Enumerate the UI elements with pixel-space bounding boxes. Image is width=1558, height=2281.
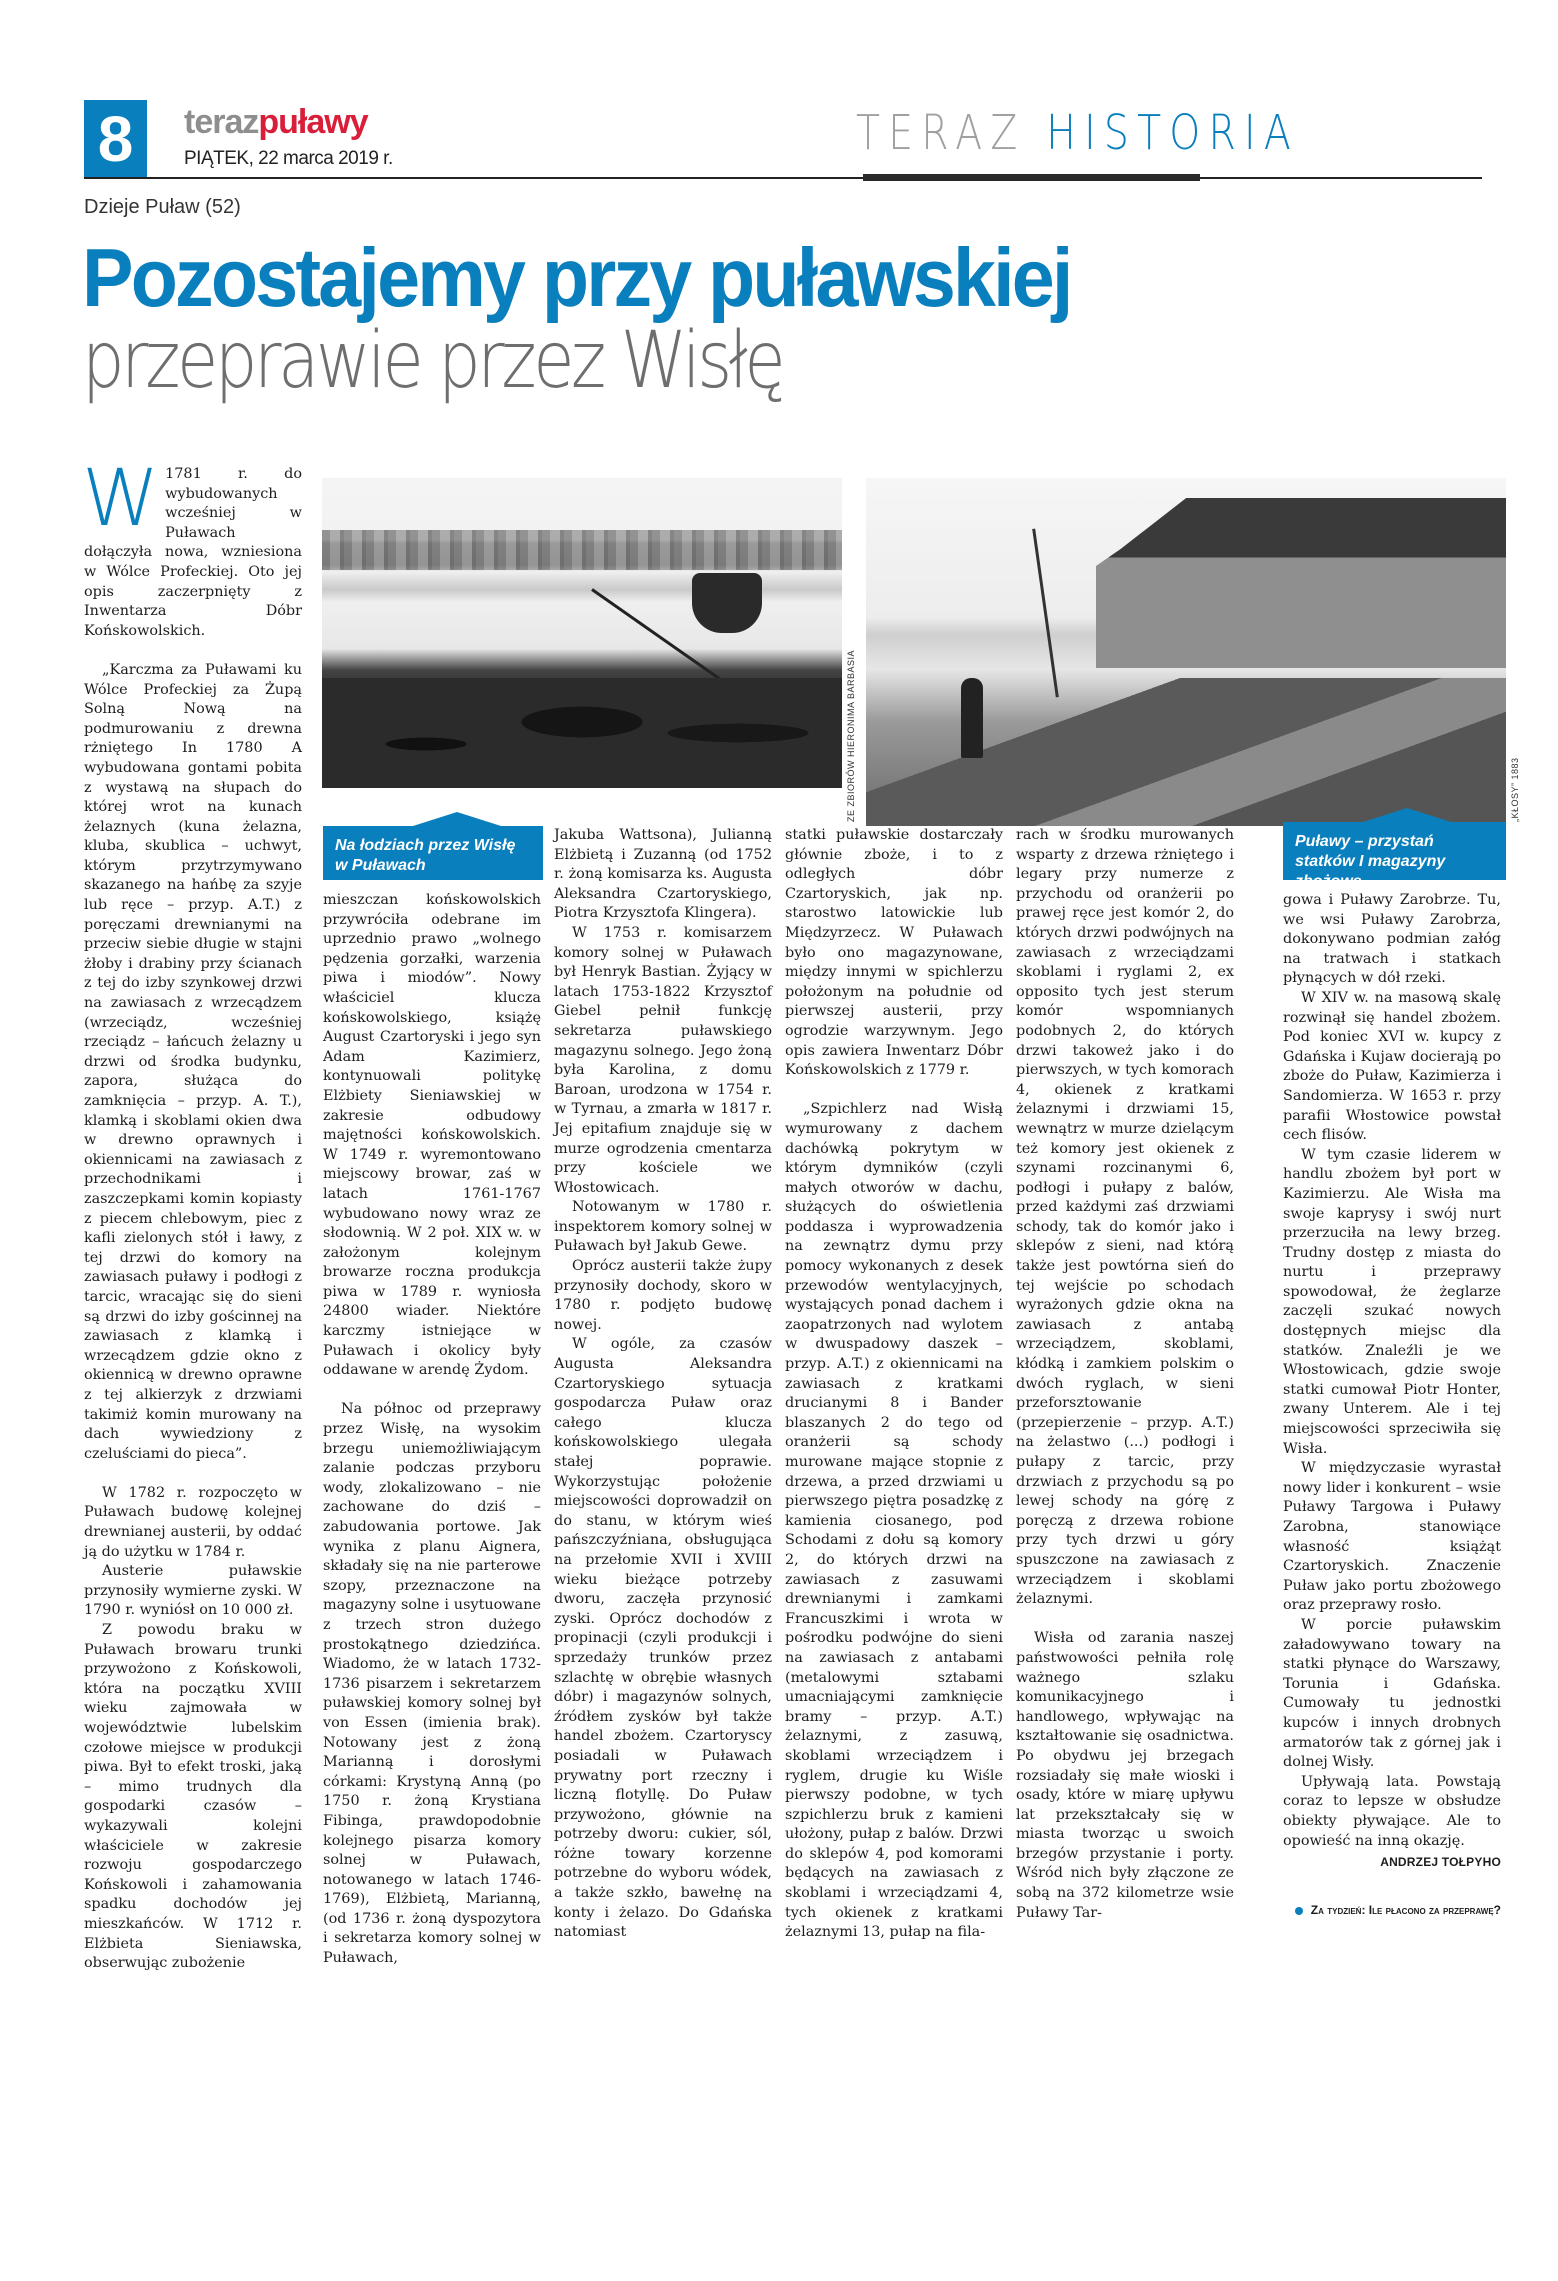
- paragraph: gowa i Puławy Zarobrze. Tu, we wsi Puławy Zarobrza, dokonywano podmian załóg na tratwach i statkach płynących w dół rzeki.: [1283, 892, 1501, 987]
- photo-credit-harbor: „KŁOSY” 1883: [1510, 757, 1520, 822]
- photo-credit-ferry: ZE ZBIORÓW HIERONIMA BARBASIA: [846, 649, 856, 822]
- logo-part-pulawy: puławy: [258, 103, 368, 141]
- granary-building-shape: [1096, 498, 1506, 668]
- paragraph: „Szpichlerz nad Wisłą wymurowany z dachem dachówką pokrytym w którym dymników (czyli małych otworów w dachu, służących do oświetlenia poddasza i wyprowadzenia na zewnątrz dymu przy pomocy wykonanych z desek przewodów wentylacyjnych, wystających ponad dachem i zaopatrzonych nad wylotem w dwuspadowy daszek – przyp. A.T.) z okiennicami na zawiasach z kratkami drucianymi 8 i Bander blaszanych 2 do tego od oranżerii są schody murowane mające stopnie z drzewa, a przed drzwiami u pierwszego piętra posadzkę z kamienia ciosanego, pod Schodami z dołu są komory 2, do których drzwi na zawiasach z zasuwami drewnianymi i zamkami Francuszkimi i wrota w pośrodku podwójne do sieni na zawiasach z antabami (metalowymi sztabami umacniającymi zamknięcie bramy – przyp. A.T.) żelaznymi, z zasuwą, skoblami wrzeciądzem i ryglem, drugie ku Wiśle pierwszy podobne, w tych szpichlerzu bruk z kamieni ułożony, pułap z balów. Drzwi do sklepów 4, pod komorami będących na zawiasach z skoblami i wrzeciądzami 4, tych okienek z kratkami żelaznymi 13, pułap na fila-: [785, 1101, 1003, 1941]
- paragraph: Notowanym w 1780 r. inspektorem komory solnej w Puławach był Jakub Gewe.: [554, 1199, 772, 1255]
- paragraph: W porcie puławskim załadowywano towary na statki płynące do Warszawy, Torunia i Gdańska. Cumowały tu jednostki kupców i innych drobnych armatorów tak z górnej jak i dolnej Wisły.: [1283, 1616, 1501, 1771]
- section-title-prefix: TERAZ: [856, 105, 1026, 161]
- paragraph: W międzyczasie wyrastał nowy lider i konkurent – wsie Puławy Targowa i Puławy Zarobna, stanowiące własność książąt Czartoryskich. Znaczenie Puław jako portu zbożowego oraz przeprawy rosło.: [1283, 1460, 1501, 1614]
- ship-mast-shape: [1032, 529, 1059, 698]
- photo-caption-harbor: Puławy – przystań statków I magazyny zbożowe: [1283, 822, 1506, 880]
- ferry-photo: [322, 478, 842, 788]
- article-column-4: [785, 826, 1003, 1943]
- series-kicker: Dzieje Puław (52): [84, 196, 241, 218]
- treeline-shape: [322, 530, 842, 570]
- paragraph: Oprócz austerii także żupy przynosiły dochody, skoro w 1780 r. podjęto budowę nowej.: [554, 1258, 772, 1333]
- section-title: [856, 105, 1299, 161]
- article-column-1: [82, 454, 302, 1974]
- lead-paragraph: 1781 r. do wybudowanych wcześniej w Puławach dołączyła nowa, wzniesiona w Wólce Profeckiej. Oto jej opis zaczerpnięty z Inwentarza Dóbr Końskowolskich.: [84, 466, 302, 639]
- author-byline: ANDRZEJ TOŁPYHO: [1380, 1855, 1501, 1870]
- issue-date: PIĄTEK, 22 marca 2019 r.: [184, 148, 393, 169]
- paragraph: statki puławskie dostarczały głównie zboże, i to z odległych dóbr Czartoryskich, jak np. starostwo latowickie lub Międzyrzecz. W Puławach było ono magazynowane, między innymi w spichlerzu położonym na południe od pierwszej austerii, przy ogrodzie warzywnym. Jego opis zawiera Inwentarz Dóbr Końskowolskich z 1779 r.: [785, 827, 1003, 1079]
- paragraph: Wisła od zarania naszej państwowości pełniła rolę ważnego szlaku komunikacyjnego i handlowego, wpływając na kształtowanie się osadnictwa. Po obydwu jej brzegach rozsiadały się małe wioski i osady, które w miarę upływu lat przekształcały się w miasta tworząc u swoich brzegów przystanie i porty. Wśród nich były złączone ze sobą na 372 kilometrze wsie Puławy Tar-: [1016, 1630, 1234, 1921]
- paragraph: Z powodu braku w Puławach browaru trunki przywożono z Końskowoli, która na początku XVIII wieku zajmowała w województwie lubelskim czołowe miejsce w produkcji piwa. Był to efekt troski, jaką – mimo trudnych dla gospodarki czasów – wykazywali kolejni właściciele w zakresie rozwoju gospodarczego Końskowoli i zahamowania spadku dochodów jej mieszkańców. W 1712 r. Elżbieta Sieniawska, obserwując zubożenie: [84, 1622, 302, 1972]
- paragraph: rach w środku murowanych wsparty z drzewa rżniętego i legary przy numerze z przychodu od oranżerii po prawej ręce jest komór 2, do których drzwi podwójnych na zawiasach z wrzeciądzami skoblami i ryglami 2, ex opposito tych jest sterum komór wspomnianych podobnych 2, do których drzwi takoweż jako i do pierwszych, w tych komorach 4, okienek z kratkami żelaznymi i drzwiami 15, wewnątrz w murze dzielącym też komory jest okienek z szynami rozcinanymi 6, podłogi i pułapy z balów, przed każdymi zaś drzwiami schody, tak do komór jako i sklepów z sieni, nad którą także jest powtórna sień do tej wejście po schodach wyrażonych gdzie okna na zawiasach z antabą wrzeciądzem, skoblami, kłódką i zamkiem polskim o dwóch ryglach, w sieni przeforsztowanie (przepierzenie – przyp. A.T.) na żelastwo (...) podłogi i pułapy z tarcic, przy drzwiach z przychodu są po lewej schody na górę z poręczą z drzewa robione przy tych drzwi u góry spuszczone na zawiasach z wrzeciądzem i skoblami żelaznymi.: [1016, 827, 1234, 1608]
- paragraph: mieszczan końskowolskich przywróciła odebrane im uprzednio prawo „wolnego pędzenia gorzałki, warzenia piwa i miodów”. Nowy właściciel klucza końskowolskiego, książę August Czartoryski i jego syn Adam Kazimierz, kontynuowali politykę Elżbiety Sieniawskiej w zakresie odbudowy majętności końskowolskich. W 1749 r. wyremontowano miejscowy browar, zaś w latach 1761-1767 wybudowano nowy wraz ze słodownią. W 2 poł. XIX w. w założonym kolejnym browarze roczna produkcja piwa w 1789 r. wyniosła 24800 wiader. Niektóre karczmy istniejące w Puławach i okolicy były oddawane w arendę Żydom.: [323, 892, 541, 1379]
- article-column-5: [1016, 826, 1234, 1923]
- paragraph: W tym czasie liderem w handlu zbożem był port w Kazimierzu. Ale Wisła ma swoje kaprysy i swój nurt przerzuciła na lewy brzeg. Trudny dostęp z miasta do nurtu i przeprawy spowodował, że żeglarze zaczęli szukać nowych dostępnych miejsc dla statków. Znaleźli je we Włostowicach, gdzie swoje statki cumował Piotr Honter, zwany Unterem. Ale i tej miejscowości sprzeciwiła się Wisła.: [1283, 1146, 1501, 1457]
- headline-secondary: przeprawie przez Wisłę: [82, 316, 783, 406]
- section-underline: [863, 174, 1200, 181]
- photo-caption-ferry: Na łodziach przez Wisłę w Puławach: [323, 826, 543, 880]
- next-week-teaser: [1283, 1901, 1501, 1919]
- harbor-engraving: [866, 478, 1506, 826]
- paragraph: W 1753 r. komisarzem komory solnej w Puławach był Henryk Bastian. Żyjący w latach 1753-1822 Krzysztof Giebel pełnił funkcję sekretarza puławskiego magazynu solnego. Jego żoną była Karolina, z domu Baroan, urodzona w 1754 r. w Tyrnau, a zmarła w 1817 r. Jej epitafium znajduje się w murze ogrodzenia cmentarza przy kościele we Włostowicach.: [554, 924, 772, 1196]
- headline-main: Pozostajemy przy puławskiej: [82, 231, 1071, 324]
- article-column-3: [554, 826, 772, 1943]
- distant-boat-shape: [692, 573, 762, 633]
- paragraph: Jakuba Wattsona), Julianną Elżbietą i Zuzanną (od 1752 r. żoną komisarza ks. Augusta Aleksandra Czartoryskiego, Piotra Krzysztofa Klingera).: [554, 827, 772, 922]
- paragraph: Upływają lata. Powstają coraz to lepsze w obsłudze obiekty pływające. Ale to opowieść na inną okazję.: [1283, 1773, 1501, 1849]
- section-title-name: HISTORIA: [1046, 105, 1299, 161]
- article-column-2: [323, 891, 541, 1969]
- teaser-text: Za tydzień: Ile płacono za przeprawę?: [1310, 1902, 1501, 1917]
- paragraph: W XIV w. na masową skalę rozwinął się handel zbożem. Pod koniec XVI w. kupcy z Gdańska i Kujaw docierają po zboże do Puław, Kazimierza i Sandomierza. W 1653 r. przy parafii Włostowice powstał cech flisów.: [1283, 989, 1501, 1144]
- newspaper-logo: [184, 104, 368, 140]
- bullet-dot-icon: [1295, 1907, 1303, 1915]
- paragraph: Austerie puławskie przynosiły wymierne zyski. W 1790 r. wyniósł on 10 000 zł.: [84, 1563, 302, 1619]
- standing-figure-shape: [961, 678, 983, 758]
- paragraph: W ogóle, za czasów Augusta Aleksandra Czartoryskiego sytuacja gospodarcza Puław oraz całego klucza końskowolskiego ulegała stałej poprawie. Wykorzystując położenie miejscowości doprowadził on do stanu, w którym wieś pańszczyźniana, obsługująca na przełomie XVII i XVIII wieku bieżące potrzeby dworu, zaczęła przynosić zyski. Oprócz dochodów z propinacji (czyli produkcji i sprzedaży trunków przez szlachtę w obrębie własnych dóbr) i magazynów solnych, źródłem zysków był także handel zbożem. Czartoryscy posiadali w Puławach prywatny port rzeczny i liczną flotyllę. Do Puław przywożono, głównie na potrzeby dworu: cukier, sól, różne towary korzenne potrzebne do wyboru wódek, a także szkło, bawełnę na konty i żelazo. Do Gdańska natomiast: [554, 1336, 772, 1941]
- article-column-6: [1283, 891, 1501, 1919]
- paragraph: „Karczma za Puławami ku Wólce Profeckiej za Żupą Solną Nową na podmurowaniu z drewna rżniętego In 1780 A wybudowana gontami pobita z wystawą na słupach do której wrot na kunach żelaznych (kuna żelazna, kluba, skublica – uchwyt, którym przytrzymywano skazanego na hańbę za szyje lub ręce – przyp. A.T.) z poręczami drewnianymi na przeciw siebie długie w stajni żłoby i drabiny przy ścianach z tej do izby szynkowej drzwi na zawiasach z wrzecądzem (wrzeciądz, wcześniej rzeciądz – łańcuch żelazny u drzwi od środka budynku, zapora, służąca do zamknięcia – przyp. A. T.), klamką i skoblami okien dwa w drewno oprawnych i okiennicami na zawiasach z przechodnikami i zaszczepkami komin kopiasty z piecem chlebowym, piec z kafli zielonych stół i ławy, z tej drzwi do komory na zawiasach puławy i podłogi z tarcic, wracając się do sieni są drzwi do izby gościnnej na zawiasach z klamką i wrzecądzem gdzie okno z okiennicą w drewno oprawne z tej alkierzyk z drzwiami takimiż komin murowany na dach wywiedziony z czeluściami do pieca”.: [84, 661, 302, 1462]
- page-number-badge: 8: [84, 100, 147, 178]
- logo-part-teraz: teraz: [184, 103, 259, 141]
- paragraph: Na północ od przeprawy przez Wisłę, na wysokim brzegu uniemożliwiającym zalanie podczas przyboru wody, zlokalizowano – nie zachowane do dziś – zabudowania portowe. Jak wynika z planu Aignera, składały się na nie parterowe szopy, przeznaczone na magazyny solne i usytuowane z trzech stron dużego prostokątnego dziedzińca. Wiadomo, że w latach 1732-1736 pisarzem i sekretarzem puławskiej komory solnej był von Essen (imienia brak). Notowany jest z żoną Marianną i dorosłymi córkami: Krystyną Anną (po 1750 r. żoną Krystiana Fibinga, prawdopodobnie kolejnego pisarza komory solnej w Puławach, notowanego w latach 1746-1769), Elżbietą, Marianną, (od 1736 r. żoną dyspozytora i sekretarza komory solnej w Puławach,: [323, 1401, 541, 1967]
- drop-cap: W: [82, 454, 160, 544]
- passengers-shape: [322, 678, 842, 788]
- paragraph: W 1782 r. rozpoczęto w Puławach budowę kolejnej drewnianej austerii, by oddać ją do użytku w 1784 r.: [84, 1484, 302, 1560]
- header-divider: [84, 177, 1482, 179]
